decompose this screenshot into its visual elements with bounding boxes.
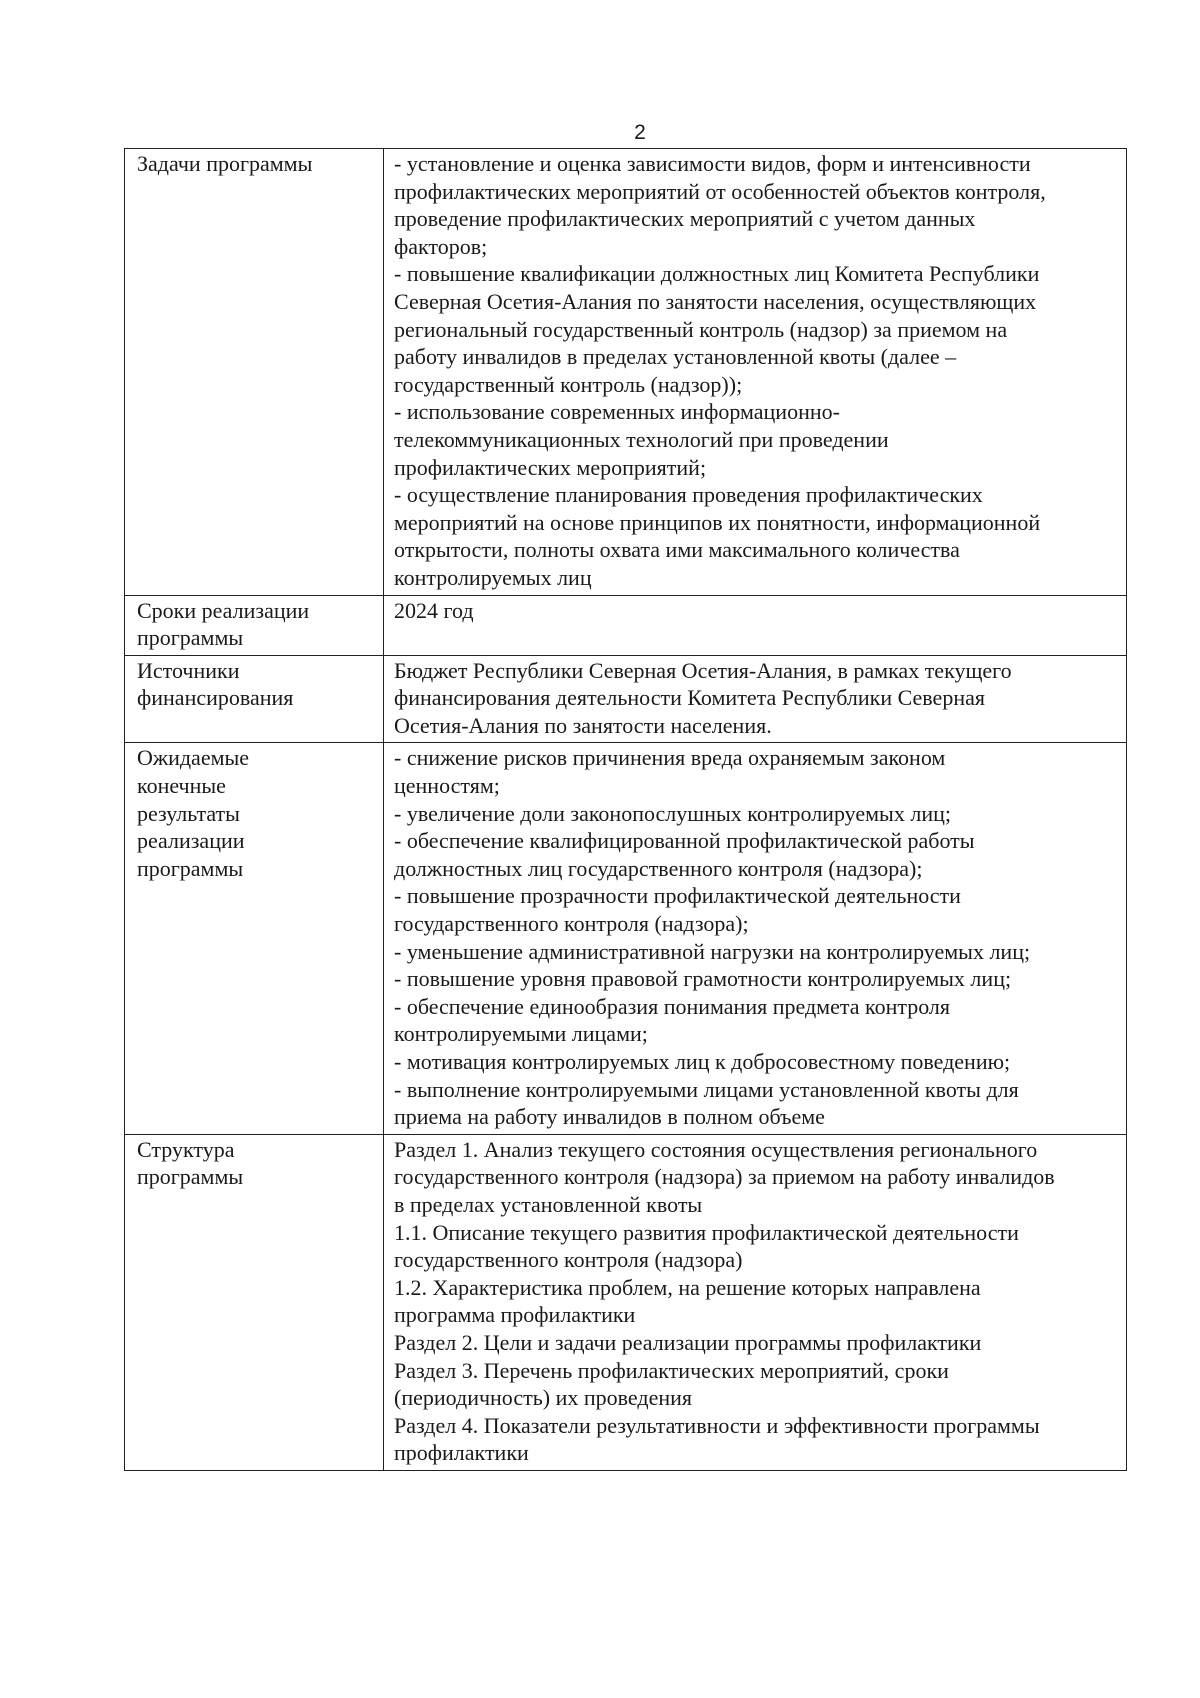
row-content-line: - мотивация контролируемых лиц к добросовестному поведению; [394,1049,1011,1074]
row-content-line: - повышение квалификации должностных лиц Комитета Республики [394,261,1040,287]
row-label-line: программы [137,625,244,651]
row-label-cell [125,595,384,655]
row-content-line: - повышение уровня правовой грамотности контролируемых лиц; [394,966,1012,992]
row-label-cell [125,655,384,743]
row-content-line: 1.2. Характеристика проблем, на решение которых направлена [394,1274,981,1300]
row-label-line: программы [137,1164,244,1190]
row-label-cell [125,1134,384,1470]
row-content-line: факторов; [394,233,488,259]
row-content-cell [384,149,1127,596]
row-content-line: - установление и оценка зависимости видов, форм и интенсивности [394,151,1031,176]
row-content-line: 2024 год [394,597,474,623]
row-content-line: - снижение рисков причинения вреда охраняемым законом [394,745,946,771]
table-row-expected-results [125,743,1127,1134]
row-content-cell [384,595,1127,655]
row-content-line: Раздел 4. Показатели результативности и эффективности программы [394,1412,1040,1438]
row-label-line: результаты [137,800,240,826]
row-content-line: государственного контроля (надзора) за приемом на работу инвалидов [394,1164,1055,1190]
row-content-line: мероприятий на основе принципов их понятности, информационной [394,509,1041,535]
row-content-line: Раздел 3. Перечень профилактических мероприятий, сроки [394,1357,949,1383]
row-label-cell [125,149,384,596]
row-content-line: - повышение прозрачности профилактической деятельности [394,883,961,909]
row-label-line: Сроки реализации [137,597,310,623]
row-content-line: Раздел 2. Цели и задачи реализации программы профилактики [394,1329,982,1355]
table-row-terms [125,595,1127,655]
row-content-line: - осуществление планирования проведения профилактических [394,482,983,508]
row-label-line: финансирования [137,685,294,711]
row-content-line: должностных лиц государственного контроля (надзора); [394,855,923,881]
page-number: 2 [634,121,646,144]
row-content-line: ценностям; [394,773,500,799]
table-body [125,149,1127,1471]
row-content-line: профилактических мероприятий от особенностей объектов контроля, [394,178,1046,204]
table-row-tasks [125,149,1127,596]
row-content-line: профилактики [394,1440,529,1466]
row-content-line: - использование современных информационно- [394,399,840,425]
row-content-line: 1.1. Описание текущего развития профилактической деятельности [394,1219,1019,1245]
row-content-line: открытости, полноты охвата ими максимального количества [394,537,960,563]
row-label-cell [125,743,384,1134]
row-content-line: - выполнение контролируемыми лицами установленной квоты для [394,1076,1019,1102]
row-label-line: Ожидаемые [137,745,250,771]
table-row-funding [125,655,1127,743]
row-content-line: - обеспечение единообразия понимания предмета контроля [394,993,951,1019]
row-content-line: контролируемых лиц [394,564,592,590]
row-content-cell [384,655,1127,743]
row-content-line: государственного контроля (надзора); [394,911,749,937]
row-content-line: - обеспечение квалифицированной профилактической работы [394,828,975,854]
row-content-line: проведение профилактических мероприятий с учетом данных [394,206,976,232]
row-content-line: региональный государственный контроль (надзор) за приемом на [394,316,1008,342]
row-label-line: Задачи программы [137,151,313,176]
row-content-line: государственного контроля (надзора) [394,1247,743,1273]
row-content-cell [384,743,1127,1134]
row-content-line: телекоммуникационных технологий при проведении [394,426,889,452]
row-content-line: контролируемыми лицами; [394,1021,648,1047]
row-content-line: государственный контроль (надзор)); [394,371,743,397]
row-content-line: финансирования деятельности Комитета Республики Северная [394,685,985,711]
row-content-line: приема на работу инвалидов в полном объеме [394,1104,825,1130]
row-content-line: программа профилактики [394,1302,636,1328]
row-content-line: - увеличение доли законопослушных контролируемых лиц; [394,800,951,826]
row-content-line: работу инвалидов в пределах установленной квоты (далее – [394,344,957,370]
row-content-line: Раздел 1. Анализ текущего состояния осуществления регионального [394,1136,1038,1162]
row-label-line: Источники [137,657,240,683]
program-passport-table [124,148,1127,1471]
row-content-line: Бюджет Республики Северная Осетия-Алания, в рамках текущего [394,657,1012,683]
row-content-line: (периодичность) их проведения [394,1385,692,1411]
row-content-line: - уменьшение административной нагрузки на контролируемых лиц; [394,938,1031,964]
table-row-structure [125,1134,1127,1470]
row-content-line: Северная Осетия-Алания по занятости населения, осуществляющих [394,288,1037,314]
row-content-line: профилактических мероприятий; [394,454,707,480]
row-label-line: конечные [137,773,226,799]
row-content-line: в пределах установленной квоты [394,1191,703,1217]
row-label-line: программы [137,855,244,881]
row-label-line: реализации [137,828,245,854]
row-content-line: Осетия-Алания по занятости населения. [394,712,772,738]
row-label-line: Структура [137,1136,235,1162]
row-content-cell [384,1134,1127,1470]
